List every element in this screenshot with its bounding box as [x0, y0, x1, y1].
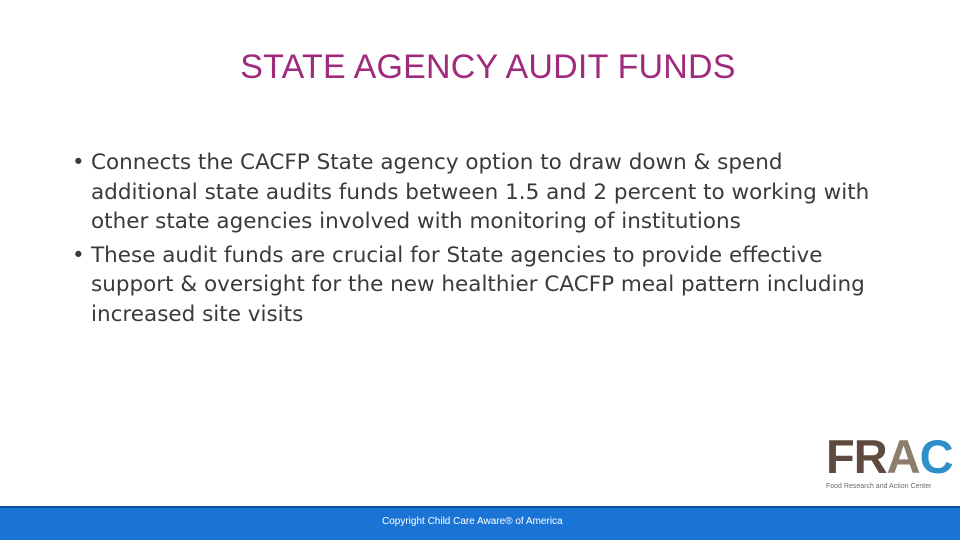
logo-letter-f: F	[826, 430, 854, 483]
bullet-text: These audit funds are crucial for State agencies to provide effective support & oversight for the new healthier CACFP meal pattern including increased site visits	[91, 242, 865, 327]
footer-copyright: Copyright Child Care Aware® of America	[382, 516, 563, 527]
logo-letter-c: C	[919, 430, 953, 483]
bullet-item	[72, 148, 872, 237]
frac-logo-mark	[826, 432, 954, 482]
frac-logo-subtitle: Food Research and Action Center	[826, 483, 932, 490]
bullet-marker: •	[72, 242, 85, 268]
logo-letter-r: R	[853, 430, 887, 483]
bullet-item	[72, 241, 872, 330]
bullet-list	[72, 148, 872, 333]
frac-logo	[826, 432, 954, 494]
bullet-text: Connects the CACFP State agency option to draw down & spend additional state audits funds between 1.5 and 2 percent to working with other state agencies involved with monitoring of institutions	[91, 150, 870, 234]
logo-letter-a: A	[886, 430, 920, 483]
slide-title: STATE AGENCY AUDIT FUNDS	[240, 48, 736, 86]
bullet-marker: •	[72, 150, 85, 175]
footer-bar	[0, 506, 960, 540]
